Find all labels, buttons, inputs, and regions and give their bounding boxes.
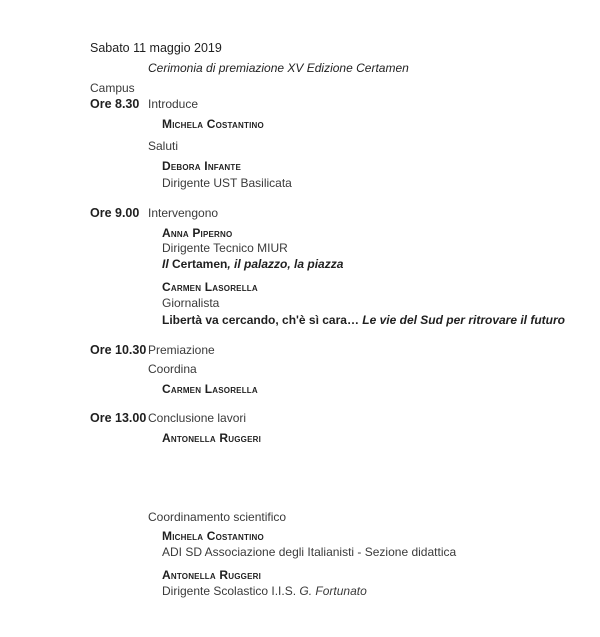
slot-time-2: Ore 9.00 bbox=[90, 206, 140, 220]
slot-label-conclusione: Conclusione lavori bbox=[148, 411, 247, 425]
coordinator-name: Michela Costantino bbox=[162, 529, 264, 543]
coordinator-role: Dirigente Scolastico I.I.S. G. Fortunato bbox=[162, 584, 367, 598]
speaker-role: Dirigente UST Basilicata bbox=[162, 176, 292, 190]
venue-label: Campus bbox=[90, 81, 135, 95]
speaker-name: Michela Costantino bbox=[162, 117, 264, 131]
speaker-name: Carmen Lasorella bbox=[162, 280, 258, 294]
talk-title-2: Libertà va cercando, ch'è sì cara… Le vie del Sud per ritrovare il futuro bbox=[162, 313, 565, 327]
slot-time-4: Ore 13.00 bbox=[90, 411, 147, 425]
speaker-name: Anna Piperno bbox=[162, 226, 233, 240]
slot-label-intervengono: Intervengono bbox=[148, 206, 219, 220]
slot-time-1: Ore 8.30 bbox=[90, 97, 140, 111]
slot-label-premiazione: Premiazione bbox=[148, 343, 215, 357]
speaker-role: Dirigente Tecnico MIUR bbox=[162, 241, 288, 255]
speaker-name: Debora Infante bbox=[162, 159, 242, 173]
coordinator-role: ADI SD Associazione degli Italianisti - Sezione didattica bbox=[162, 545, 457, 559]
event-title: Cerimonia di premiazione XV Edizione Certamen bbox=[148, 61, 409, 75]
slot-label-coordina: Coordina bbox=[148, 362, 197, 376]
speaker-role: Giornalista bbox=[162, 296, 220, 310]
speaker-name: Antonella Ruggeri bbox=[162, 431, 262, 445]
talk-title-1: Il Certamen, il palazzo, la piazza bbox=[162, 257, 344, 271]
coordinator-name: Antonella Ruggeri bbox=[162, 568, 262, 582]
slot-label-introduce: Introduce bbox=[148, 97, 199, 111]
slot-label-saluti: Saluti bbox=[148, 139, 179, 153]
coordination-label: Coordinamento scientifico bbox=[148, 510, 287, 524]
slot-time-3: Ore 10.30 bbox=[90, 343, 147, 357]
event-date: Sabato 11 maggio 2019 bbox=[90, 41, 222, 55]
speaker-name: Carmen Lasorella bbox=[162, 382, 258, 396]
